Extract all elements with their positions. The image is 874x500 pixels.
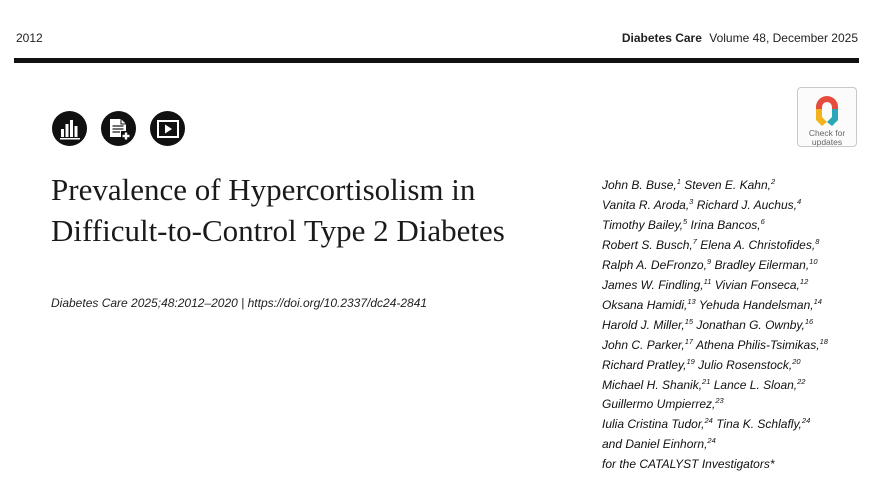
author-name: Guillermo Umpierrez, [602,397,716,412]
affiliation-number: 16 [804,316,814,326]
author-name: for the CATALYST Investigators* [602,457,775,472]
supplementary-document-icon[interactable] [101,111,136,146]
author-line [602,376,872,396]
journal-name: Diabetes Care [621,31,702,45]
author-line [602,395,872,415]
check-for-updates-badge[interactable] [797,87,857,147]
affiliation-number: 24 [707,436,716,446]
article-title: Prevalence of Hypercortisolism in Difficult-to-Control Type 2 Diabetes [51,172,505,248]
author-name: Oksana Hamidi, [602,297,688,312]
author-name: Robert S. Busch, [602,237,693,252]
affiliation-number: 19 [686,356,695,366]
crossmark-icon [811,93,843,127]
author-line [602,415,872,435]
journal-header [622,31,858,45]
video-play-icon[interactable] [150,111,185,146]
author-name: Yehuda Handelsman, [698,297,814,312]
affiliation-number: 15 [684,316,694,326]
affiliation-number: 7 [692,236,697,246]
author-name: Richard Pratley, [602,357,687,372]
affiliation-number: 8 [815,236,820,246]
affiliation-number: 17 [684,336,694,346]
author-name: Bradley Eilerman, [714,257,810,272]
author-name: Julio Rosenstock, [698,357,793,372]
author-name: Elena A. Christofides, [700,237,816,252]
author-name: James W. Findling, [602,277,704,292]
author-name: Irina Bancos, [690,217,761,232]
affiliation-number: 1 [676,177,681,186]
affiliation-number: 22 [797,376,806,386]
author-line [602,236,872,256]
author-line [602,435,872,455]
affiliation-number: 11 [703,276,712,286]
author-list [602,176,872,475]
author-name: and Daniel Einhorn, [602,437,708,452]
affiliation-number: 14 [813,296,822,306]
author-name: Timothy Bailey, [602,217,684,232]
author-line [602,196,872,216]
author-name: Iulia Cristina Tudor, [602,417,705,432]
affiliation-number: 3 [689,196,694,206]
author-line [602,296,872,316]
author-line [602,216,872,236]
affiliation-number: 23 [715,396,724,406]
author-name: Vivian Fonseca, [714,277,800,292]
affiliation-number: 9 [706,256,712,266]
author-line [602,356,872,376]
author-name: Tina K. Schlafly, [716,417,802,432]
affiliation-number: 6 [760,216,765,226]
page-number: 2012 [16,31,43,45]
affiliation-number: 24 [801,416,811,426]
author-line [602,336,872,356]
author-name: Richard J. Auchus, [696,197,797,212]
author-name: Steven E. Kahn, [684,178,771,192]
affiliation-number: 21 [702,376,711,386]
affiliation-number: 20 [792,356,801,366]
bar-chart-icon[interactable] [52,111,87,146]
author-name: John C. Parker, [602,337,685,352]
affiliation-number: 18 [819,336,828,346]
author-line [602,316,872,336]
author-name: Vanita R. Aroda, [602,197,690,212]
author-name: Harold J. Miller, [602,317,685,332]
article-citation: Diabetes Care 2025;48:2012–2020 | https://doi.org/10.2337/dc24-2841 [51,296,428,310]
affiliation-number: 24 [704,416,713,426]
affiliation-number: 13 [687,296,696,306]
journal-issue: Volume 48, December 2025 [709,31,858,45]
author-line [602,256,872,276]
author-line [602,176,872,196]
affiliation-number: 4 [796,196,802,206]
article-resource-icons [52,111,185,146]
author-name: John B. Buse, [602,178,677,192]
header-rule [14,58,859,63]
author-line [602,276,872,296]
check-for-updates-label: Check for updates [808,128,846,147]
affiliation-number: 5 [683,216,688,226]
author-name: Michael H. Shanik, [602,377,703,392]
author-line [602,455,872,475]
affiliation-number: 10 [809,256,818,266]
author-name: Jonathan G. Ownby, [696,317,805,332]
author-name: Athena Philis-Tsimikas, [695,337,820,352]
author-name: Lance L. Sloan, [713,377,798,392]
affiliation-number: 12 [799,276,809,286]
author-name: Ralph A. DeFronzo, [602,257,707,272]
affiliation-number: 2 [770,177,776,186]
